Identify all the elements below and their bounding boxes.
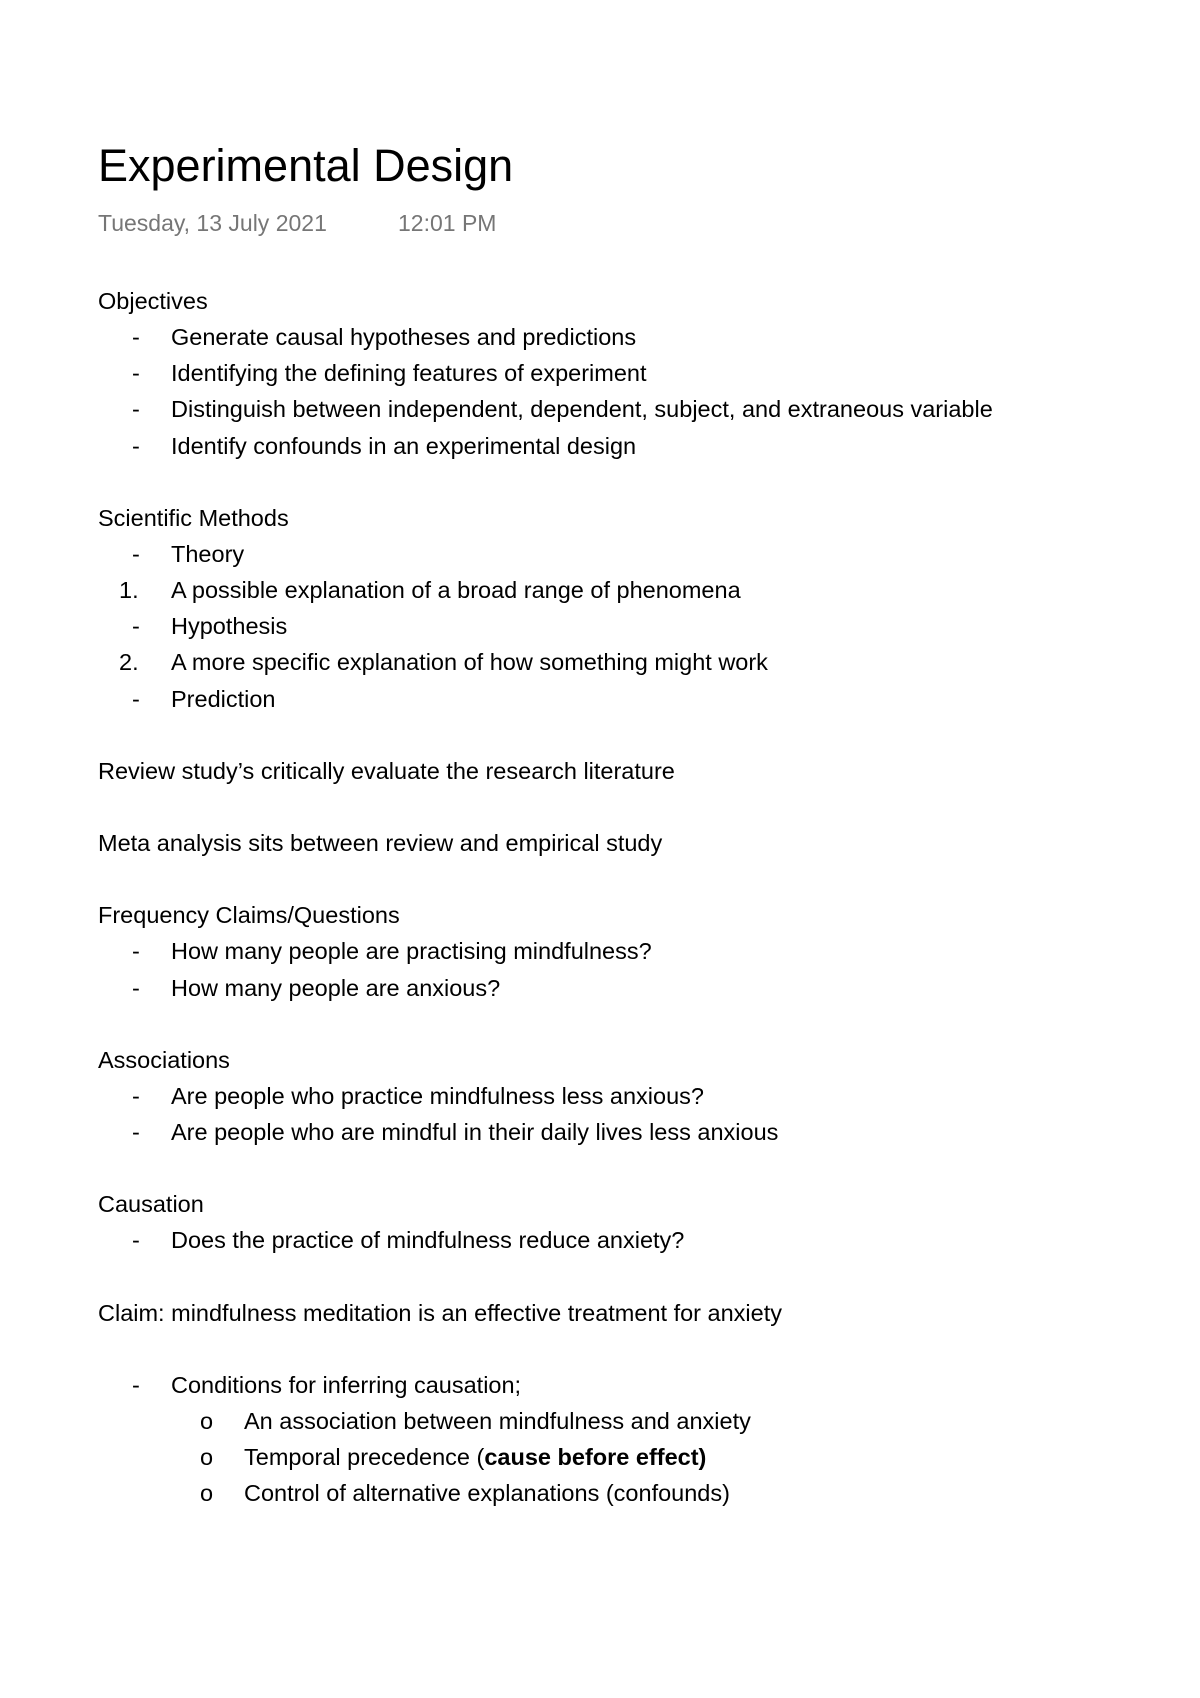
list-number: 1. <box>119 577 139 603</box>
bullet-dash: - <box>132 975 140 1001</box>
list-number: 2. <box>119 649 139 675</box>
method-item-hypothesis: - Hypothesis <box>171 610 287 642</box>
frequency-item: - How many people are anxious? <box>171 972 500 1004</box>
frequency-heading: Frequency Claims/Questions <box>98 902 400 928</box>
bullet-dash: - <box>132 360 140 386</box>
conditions-item: - Conditions for inferring causation; <box>171 1369 521 1401</box>
method-item-theory: - Theory <box>171 538 244 570</box>
bullet-dash: - <box>132 1119 140 1145</box>
note-timestamp <box>98 208 497 238</box>
bullet-dash: - <box>132 938 140 964</box>
association-item: - Are people who are mindful in their daily lives less anxious <box>171 1116 778 1148</box>
objective-item: - Generate causal hypotheses and predictions <box>171 321 636 353</box>
causation-heading: Causation <box>98 1191 204 1217</box>
method-item-prediction: - Prediction <box>171 683 276 715</box>
bold-emphasis: cause before effect) <box>484 1444 707 1470</box>
bullet-dash: - <box>132 541 140 567</box>
condition-subitem: o Control of alternative explanations (confounds) <box>244 1477 730 1509</box>
method-definition-theory: 1. A possible explanation of a broad range of phenomena <box>171 574 741 606</box>
bullet-dash: - <box>132 324 140 350</box>
note-time: 12:01 PM <box>398 210 497 236</box>
bullet-dash: - <box>132 433 140 459</box>
causation-item: - Does the practice of mindfulness reduce anxiety? <box>171 1224 684 1256</box>
bullet-circle: o <box>200 1480 214 1506</box>
meta-analysis-paragraph: Meta analysis sits between review and empirical study <box>98 830 663 856</box>
method-definition-hypothesis: 2. A more specific explanation of how something might work <box>171 646 768 678</box>
bullet-dash: - <box>132 1083 140 1109</box>
bullet-circle: o <box>200 1444 214 1470</box>
objectives-heading: Objectives <box>98 288 208 314</box>
bullet-dash: - <box>132 396 140 422</box>
bullet-dash: - <box>132 1372 140 1398</box>
associations-heading: Associations <box>98 1047 230 1073</box>
bullet-dash: - <box>132 1227 140 1253</box>
condition-subitem: o An association between mindfulness and anxiety <box>244 1405 751 1437</box>
bullet-dash: - <box>132 686 140 712</box>
association-item: - Are people who practice mindfulness less anxious? <box>171 1080 704 1112</box>
bullet-dash: - <box>132 613 140 639</box>
bullet-circle: o <box>200 1408 214 1434</box>
objective-item: - Distinguish between independent, dependent, subject, and extraneous variable <box>171 393 993 425</box>
note-date: Tuesday, 13 July 2021 <box>98 210 327 236</box>
objective-item: - Identify confounds in an experimental design <box>171 430 636 462</box>
page-title: Experimental Design <box>98 140 514 191</box>
scientific-methods-heading: Scientific Methods <box>98 505 289 531</box>
review-paragraph: Review study’s critically evaluate the research literature <box>98 758 675 784</box>
objective-item: - Identifying the defining features of experiment <box>171 357 647 389</box>
condition-subitem: o Temporal precedence (cause before effect) <box>244 1441 706 1473</box>
claim-paragraph: Claim: mindfulness meditation is an effective treatment for anxiety <box>98 1300 782 1326</box>
frequency-item: - How many people are practising mindfulness? <box>171 935 652 967</box>
